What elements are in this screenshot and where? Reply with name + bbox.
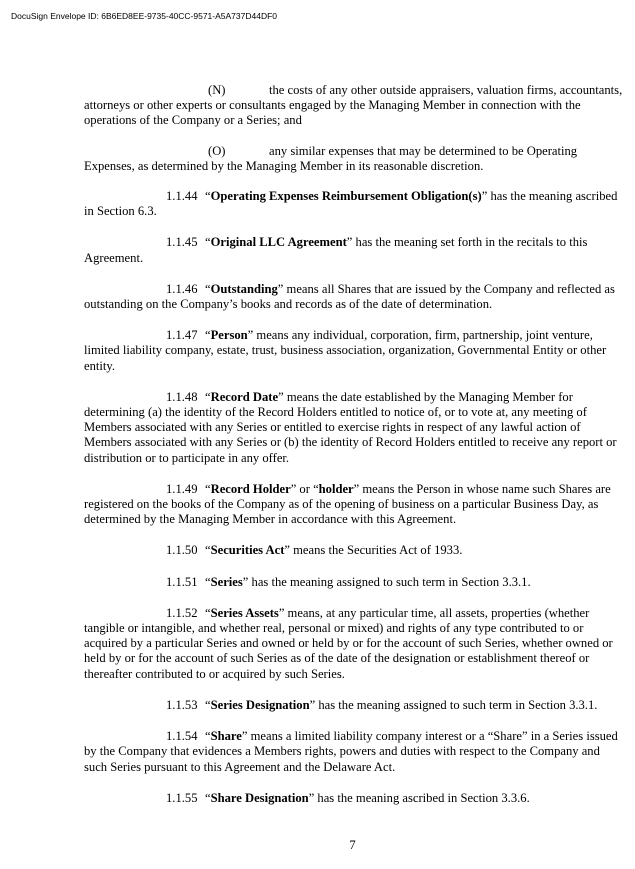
definition-1-1-55 <box>84 791 624 806</box>
definition-text: ” has the meaning assigned to such term in Section 3.3.1. <box>242 574 531 589</box>
definition-1-1-49 <box>84 482 624 528</box>
definition-1-1-52 <box>84 606 624 682</box>
quote: “ <box>205 574 211 589</box>
definition-1-1-46 <box>84 282 624 312</box>
defined-term: Securities Act <box>210 543 285 558</box>
document-body <box>84 83 624 822</box>
definition-text: ” has the meaning ascribed in Section 3.3.6. <box>308 790 530 805</box>
subitem-mark: (O) <box>208 143 226 158</box>
definition-text: ” means, at any particular time, all assets, properties (whether tangible or intangible, and whether real, personal or mixed) and rights of any type contributed to or acquired by a particular Series and owned or held by or for the account of such Series, whether owned or held by or for the account of such Series as of the date of the designation or establishment thereof or thereafter contributed to or acquired by such Series. <box>84 605 613 681</box>
docusign-envelope-id: DocuSign Envelope ID: 6B6ED8EE-9735-40CC-9571-A5A737D44DF0 <box>11 11 278 21</box>
definition-1-1-44 <box>84 189 624 219</box>
definition-text: ” has the meaning assigned to such term in Section 3.3.1. <box>309 697 598 712</box>
quote: “ <box>205 729 211 744</box>
quote: “ <box>205 281 211 296</box>
section-number: 1.1.51 <box>166 574 198 589</box>
defined-term: Operating Expenses Reimbursement Obligation(s) <box>210 189 482 204</box>
quote: “ <box>205 543 211 558</box>
defined-term-alt: holder <box>318 481 354 496</box>
defined-term: Series <box>210 574 243 589</box>
quote: “ <box>205 790 211 805</box>
defined-term: Original LLC Agreement <box>210 235 347 250</box>
defined-term: Record Holder <box>210 481 291 496</box>
subitem-text: any similar expenses that may be determined to be Operating Expenses, as determined by the Managing Member in its reasonable discretion. <box>84 143 578 173</box>
defined-term: Outstanding <box>210 281 278 296</box>
definition-text: ” has the meaning set forth in the recitals to this Agreement. <box>84 235 588 265</box>
definition-1-1-47 <box>84 328 624 374</box>
definition-text: ” means the date established by the Managing Member for determining (a) the identity of the Record Holders entitled to notice of, or to vote at, any meeting of Members associated with any Series or entitled to exercise rights in respect of any lawful action of Members associated with any Series or (b) the identity of Record Holders entitled to receive any report or distribution or to participate in any offer. <box>84 389 617 465</box>
quote: “ <box>205 235 211 250</box>
defined-term: Record Date <box>210 389 279 404</box>
page-number: 7 <box>349 838 356 852</box>
defined-term: Share Designation <box>210 790 309 805</box>
definition-1-1-53 <box>84 698 624 713</box>
subitem-mark: (N) <box>208 83 226 97</box>
quote: “ <box>205 697 211 712</box>
section-number: 1.1.53 <box>166 697 198 712</box>
definition-text: ” means all Shares that are issued by the Company and reflected as outstanding on the Company’s books and records as of the date of determination. <box>84 281 615 312</box>
quote: “ <box>205 328 211 343</box>
section-number: 1.1.52 <box>166 605 198 620</box>
definition-1-1-45 <box>84 235 624 265</box>
section-number: 1.1.46 <box>166 281 198 296</box>
quote: “ <box>205 605 211 620</box>
section-number: 1.1.45 <box>166 235 198 250</box>
defined-term: Series Designation <box>210 697 310 712</box>
section-number: 1.1.48 <box>166 389 198 404</box>
definition-text: ” means the Securities Act of 1933. <box>284 543 463 558</box>
defined-term: Share <box>210 729 242 744</box>
defined-term: Series Assets <box>210 605 279 620</box>
term-separator: ” or “ <box>290 481 319 496</box>
section-number: 1.1.47 <box>166 328 198 343</box>
definition-1-1-51 <box>84 575 624 590</box>
subitem-o <box>84 144 624 174</box>
definition-text: ” means the Person in whose name such Shares are registered on the books of the Company as of the opening of business on a particular Business Day, as determined by the Managing Member in accordance with this Agreement. <box>84 481 611 527</box>
subitem-n <box>84 83 624 129</box>
quote: “ <box>205 189 211 204</box>
defined-term: Person <box>210 328 248 343</box>
subitem-text: the costs of any other outside appraisers, valuation firms, accountants, attorneys or other experts or consultants engaged by the Managing Member in connection with the operations of the Company or a Series; and <box>84 83 623 128</box>
definition-1-1-50 <box>84 543 624 558</box>
section-number: 1.1.44 <box>166 189 198 204</box>
definition-1-1-54 <box>84 729 624 775</box>
section-number: 1.1.54 <box>166 729 198 744</box>
definition-text: ” means any individual, corporation, firm, partnership, joint venture, limited liability company, estate, trust, business association, organization, Governmental Entity or other entity. <box>84 328 607 373</box>
section-number: 1.1.55 <box>166 790 198 805</box>
definition-text: ” means a limited liability company interest or a “Share” in a Series issued by the Company that evidences a Members rights, powers and duties with respect to the Company and such Series pursuant to this Agreement and the Delaware Act. <box>84 729 618 774</box>
section-number: 1.1.49 <box>166 481 198 496</box>
quote: “ <box>205 389 211 404</box>
section-number: 1.1.50 <box>166 543 198 558</box>
definition-text: ” has the meaning ascribed in Section 6.3. <box>84 189 618 219</box>
quote: “ <box>205 481 211 496</box>
definition-1-1-48 <box>84 390 624 466</box>
